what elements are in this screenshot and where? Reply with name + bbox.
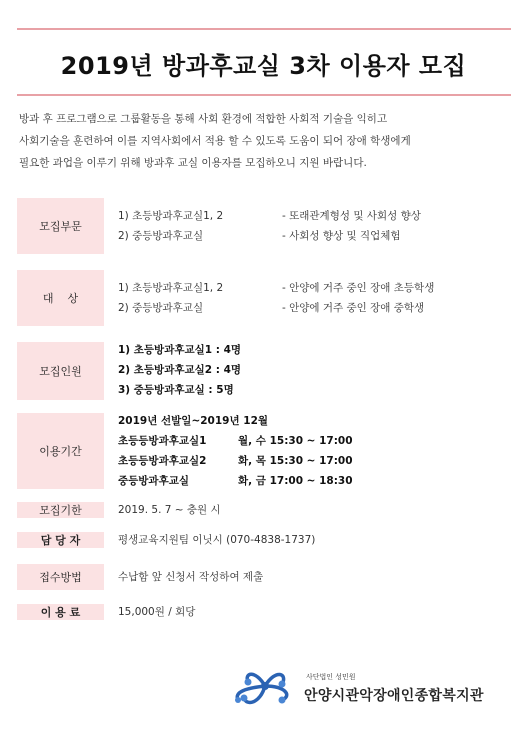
section-label: 이용기간 (17, 413, 104, 489)
title-top-rule (17, 28, 511, 30)
period-time: 월, 수 15:30 ~ 17:00 (238, 435, 353, 447)
target-name: 2) 중등방과후교실 (118, 302, 204, 314)
section-label: 접수방법 (17, 564, 104, 590)
section-period (17, 413, 511, 489)
section-label: 대 상 (17, 270, 104, 326)
section-deadline (17, 502, 511, 518)
logo-subtitle: 사단법인 성민원 (306, 673, 356, 681)
target-name: 1) 초등방과후교실1, 2 (118, 282, 224, 294)
period-time: 화, 목 15:30 ~ 17:00 (238, 455, 353, 467)
title-bottom-rule (17, 94, 511, 96)
flower-logo-icon (226, 662, 304, 712)
target-desc: - 안양에 거주 중인 장애 초등학생 (282, 282, 435, 294)
contact-value: 평생교육지원팀 이닛시 (070-4838-1737) (118, 534, 316, 546)
period-class: 초등등방과후교실1 (118, 435, 207, 447)
organization-logo (226, 662, 516, 712)
section-label: 모집인원 (17, 342, 104, 400)
section-contact (17, 532, 511, 548)
intro-paragraph (19, 108, 513, 174)
division-name: 2) 중등방과후교실 (118, 230, 204, 242)
intro-line: 방과 후 프로그램으로 그룹활동을 통해 사회 환경에 적합한 사회적 기술을 익히고 (19, 113, 388, 125)
page-title: 2019년 방과후교실 3차 이용자 모집 (60, 52, 467, 80)
section-label: 모집기한 (17, 502, 104, 518)
division-desc: - 사회성 향상 및 직업체험 (282, 230, 401, 242)
period-time: 화, 금 17:00 ~ 18:30 (238, 475, 353, 487)
section-fee (17, 604, 511, 620)
section-target (17, 270, 511, 326)
capacity-line: 2) 초등방과후교실2 : 4명 (118, 364, 242, 376)
division-name: 1) 초등방과후교실1, 2 (118, 210, 224, 222)
section-division (17, 198, 511, 254)
section-method (17, 564, 511, 590)
section-label: 모집부문 (17, 198, 104, 254)
period-header: 2019년 선발일~2019년 12월 (118, 415, 269, 427)
section-label: 담 당 자 (17, 532, 104, 548)
fee-value: 15,000원 / 회당 (118, 606, 196, 618)
capacity-line: 1) 초등방과후교실1 : 4명 (118, 344, 242, 356)
organization-name: 안양시관악장애인종합복지관 (304, 688, 484, 704)
intro-line: 필요한 과업을 이루기 위해 방과후 교실 이용자를 모집하오니 지원 바랍니다. (19, 157, 367, 169)
target-desc: - 안양에 거주 중인 장애 중학생 (282, 302, 425, 314)
intro-line: 사회기술을 훈련하여 이를 지역사회에서 적용 할 수 있도록 도움이 되어 장애 학생에게 (19, 135, 411, 147)
capacity-line: 3) 중등방과후교실 : 5명 (118, 384, 234, 396)
period-class: 중등방과후교실 (118, 475, 190, 487)
deadline-value: 2019. 5. 7 ~ 충원 시 (118, 504, 221, 516)
section-capacity (17, 342, 511, 400)
method-value: 수납함 앞 신청서 작성하여 제출 (118, 571, 264, 583)
section-label: 이 용 료 (17, 604, 104, 620)
period-class: 초등등방과후교실2 (118, 455, 207, 467)
division-desc: - 또래관계형성 및 사회성 향상 (282, 210, 421, 222)
